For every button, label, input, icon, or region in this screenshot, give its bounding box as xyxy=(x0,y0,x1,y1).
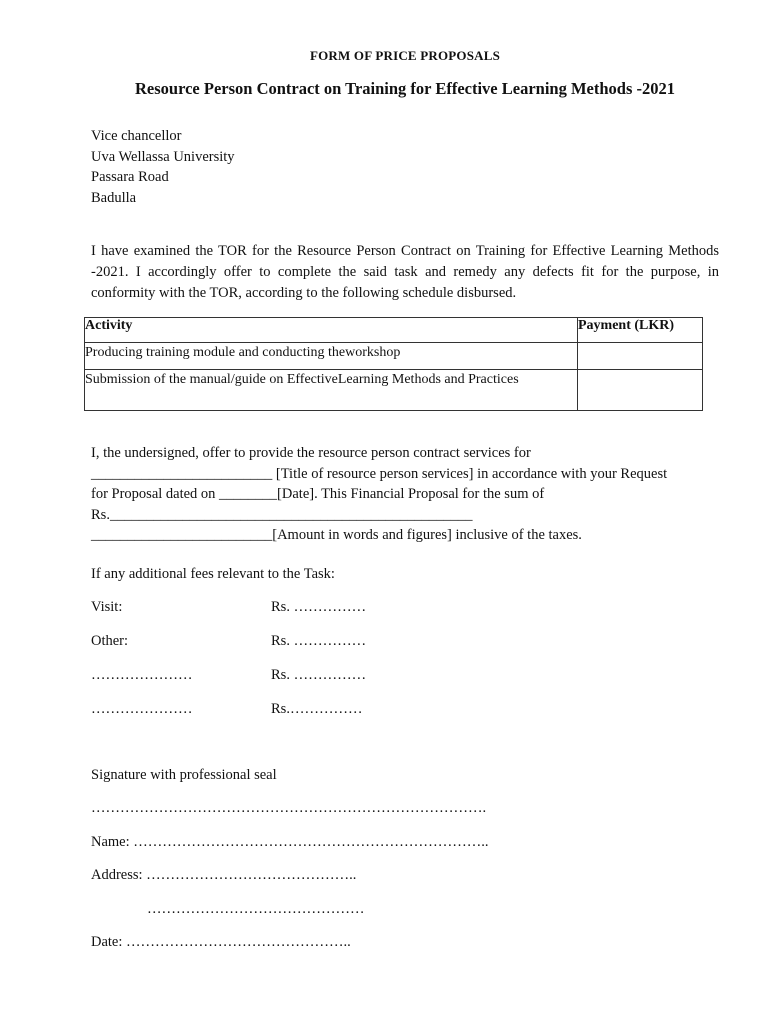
additional-fees-title: If any additional fees relevant to the Task: xyxy=(91,566,335,582)
address-field[interactable]: Address: …………………………………….. xyxy=(91,867,357,883)
fee-value[interactable]: Rs.…………… xyxy=(271,701,363,717)
signature-label: Signature with professional seal xyxy=(91,767,277,783)
activity-cell: Producing training module and conducting theworkshop xyxy=(85,343,578,370)
activity-text: Submission of the manual/guide on EffectiveLearning Methods and Practices xyxy=(85,372,519,387)
signature-line[interactable]: ………………………………………………………………………. xyxy=(91,800,487,816)
offer-paragraph xyxy=(91,443,667,546)
fee-label[interactable]: ………………… xyxy=(91,701,193,717)
fee-value[interactable]: Rs. …………… xyxy=(271,633,367,649)
address-line: Passara Road xyxy=(91,169,169,185)
address-line: Uva Wellassa University xyxy=(91,148,235,165)
address-field-line2[interactable]: ……………………………………… xyxy=(147,901,365,917)
table-row xyxy=(85,343,703,370)
offer-line: for Proposal dated on ________[Date]. This Financial Proposal for the sum of xyxy=(91,486,545,502)
offer-line: Rs.__________________________________________________ xyxy=(91,506,473,523)
offer-line: I, the undersigned, offer to provide the resource person contract services for xyxy=(91,445,531,461)
offer-line: _________________________[Amount in words and figures] inclusive of the taxes. xyxy=(91,527,582,543)
table-header-row xyxy=(85,318,703,343)
offer-line: _________________________ [Title of resource person services] in accordance with your Request xyxy=(91,465,668,482)
fee-label: Visit: xyxy=(91,599,123,615)
document-title: Resource Person Contract on Training for Effective Learning Methods -2021 xyxy=(134,79,675,98)
payment-column-header: Payment (LKR) xyxy=(578,318,703,343)
date-field[interactable]: Date: ……………………………………….. xyxy=(91,934,351,950)
fee-label[interactable]: ………………… xyxy=(91,667,193,683)
intro-paragraph: I have examined the TOR for the Resource Person Contract on Training for Effective Learning Methods -2021. I accordingly offer to complete the said task and remedy any defects fit for the purpose, in conformity with the TOR, according to the following schedule disbursed. xyxy=(91,243,719,301)
activity-cell xyxy=(85,370,578,411)
fee-value[interactable]: Rs. …………… xyxy=(271,667,367,683)
table-row xyxy=(85,370,703,411)
fee-value[interactable]: Rs. …………… xyxy=(271,599,367,615)
address-line: Badulla xyxy=(91,189,137,206)
recipient-address xyxy=(91,126,235,208)
activity-column-header: Activity xyxy=(85,318,578,343)
fee-label: Other: xyxy=(91,633,129,649)
activity-payment-table xyxy=(84,317,703,411)
payment-cell[interactable] xyxy=(578,370,703,411)
payment-cell[interactable] xyxy=(578,343,703,370)
address-line: Vice chancellor xyxy=(91,128,182,144)
form-heading: FORM OF PRICE PROPOSALS xyxy=(309,48,501,63)
name-field[interactable]: Name: ……………………………………………………………….. xyxy=(91,834,489,850)
